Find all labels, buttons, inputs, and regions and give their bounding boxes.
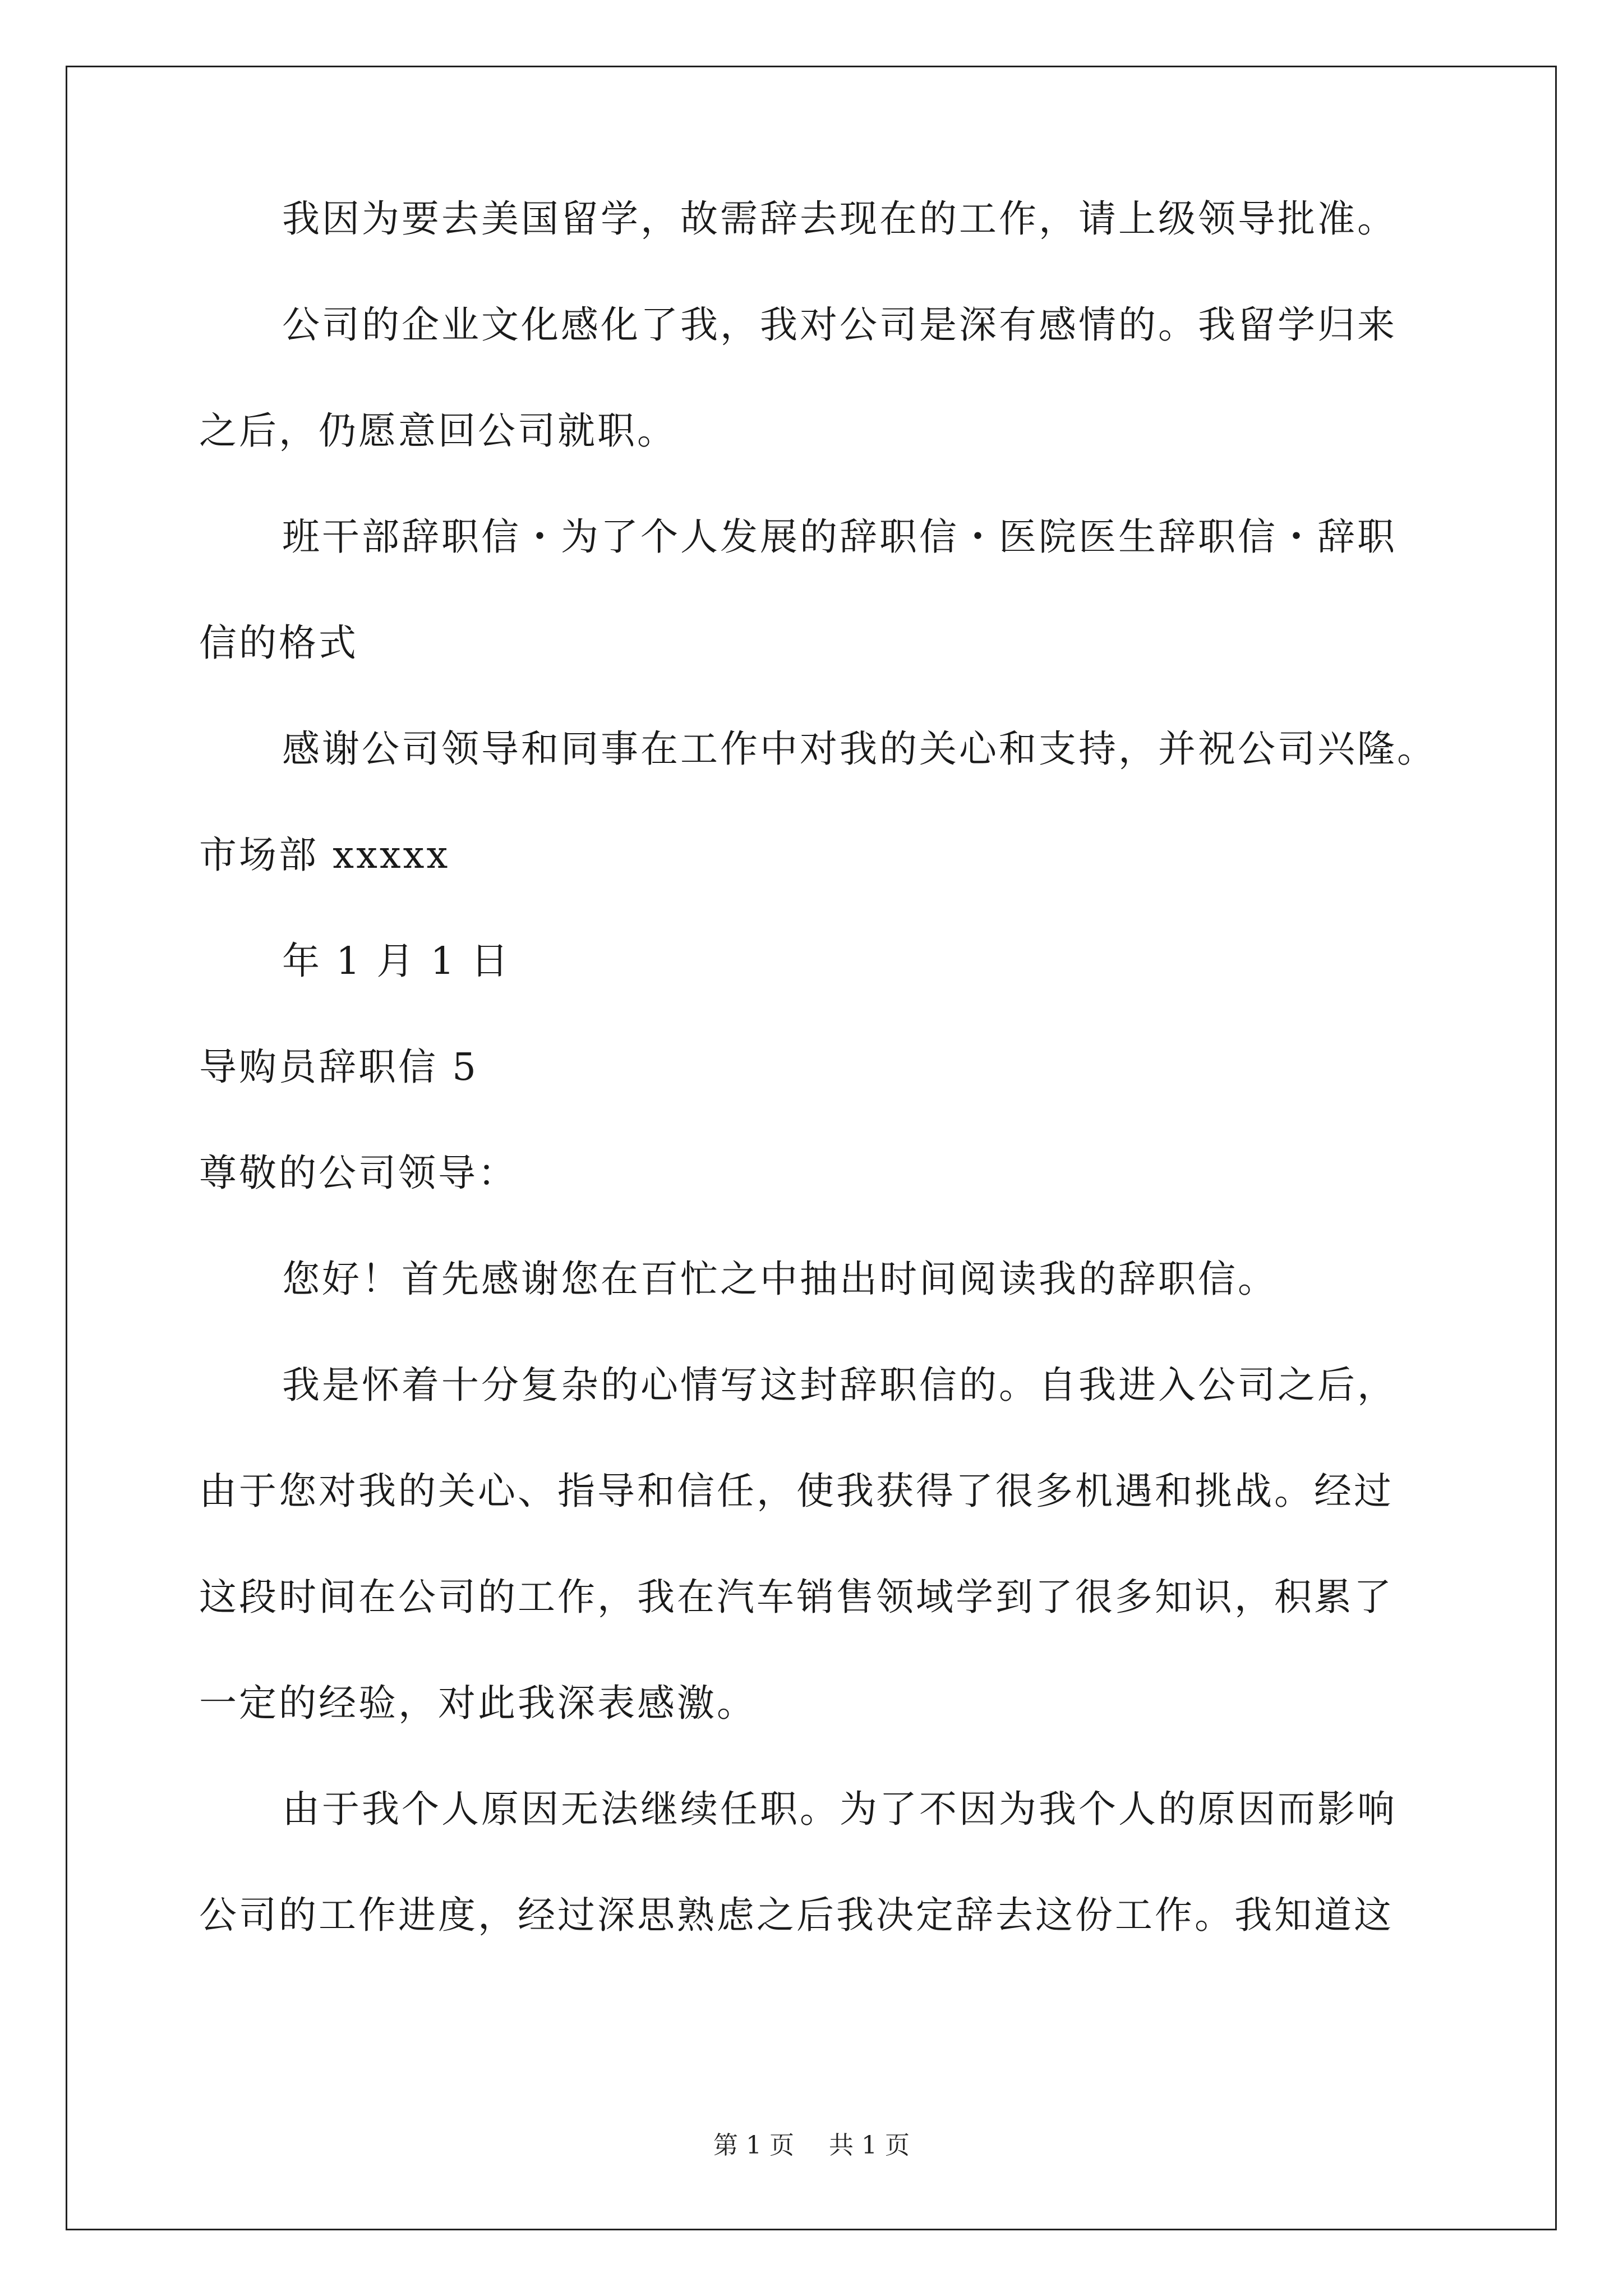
page-number-total: 共 1 页 (829, 2131, 910, 2160)
paragraph-line: 公司的企业文化感化了我，我对公司是深有感情的。我留学归来 (282, 303, 1397, 347)
page-number-current: 第 1 页 (713, 2131, 794, 2160)
paragraph-line: 公司的工作进度，经过深思熟虑之后我决定辞去这份工作。我知道这 (199, 1893, 1394, 1937)
paragraph-line: 我因为要去美国留学，故需辞去现在的工作，请上级领导批准。 (282, 197, 1397, 241)
paragraph-line: 一定的经验，对此我深表感激。 (199, 1681, 757, 1725)
paragraph-line: 由于我个人原因无法继续任职。为了不因为我个人的原因而影响 (282, 1787, 1397, 1831)
paragraph-line: 这段时间在公司的工作，我在汽车销售领域学到了很多知识，积累了 (199, 1575, 1394, 1619)
paragraph-line: 班干部辞职信・为了个人发展的辞职信・医院医生辞职信・辞职 (282, 515, 1397, 559)
salutation: 尊敬的公司领导： (199, 1151, 518, 1195)
paragraph-line: 由于您对我的关心、指导和信任，使我获得了很多机遇和挑战。经过 (199, 1469, 1394, 1513)
paragraph-line: 您好！首先感谢您在百忙之中抽出时间阅读我的辞职信。 (282, 1257, 1278, 1301)
paragraph-line: 信的格式 (199, 621, 358, 665)
department-signature: 市场部 xxxxx (199, 833, 450, 877)
section-title: 导购员辞职信 5 (199, 1045, 478, 1089)
page-footer (0, 2129, 1623, 2162)
paragraph-line: 我是怀着十分复杂的心情写这封辞职信的。自我进入公司之后， (282, 1363, 1397, 1407)
date-line: 年 1 月 1 日 (282, 939, 511, 983)
paragraph-line: 感谢公司领导和同事在工作中对我的关心和支持，并祝公司兴隆。 (282, 727, 1437, 771)
paragraph-line: 之后，仍愿意回公司就职。 (199, 409, 677, 453)
